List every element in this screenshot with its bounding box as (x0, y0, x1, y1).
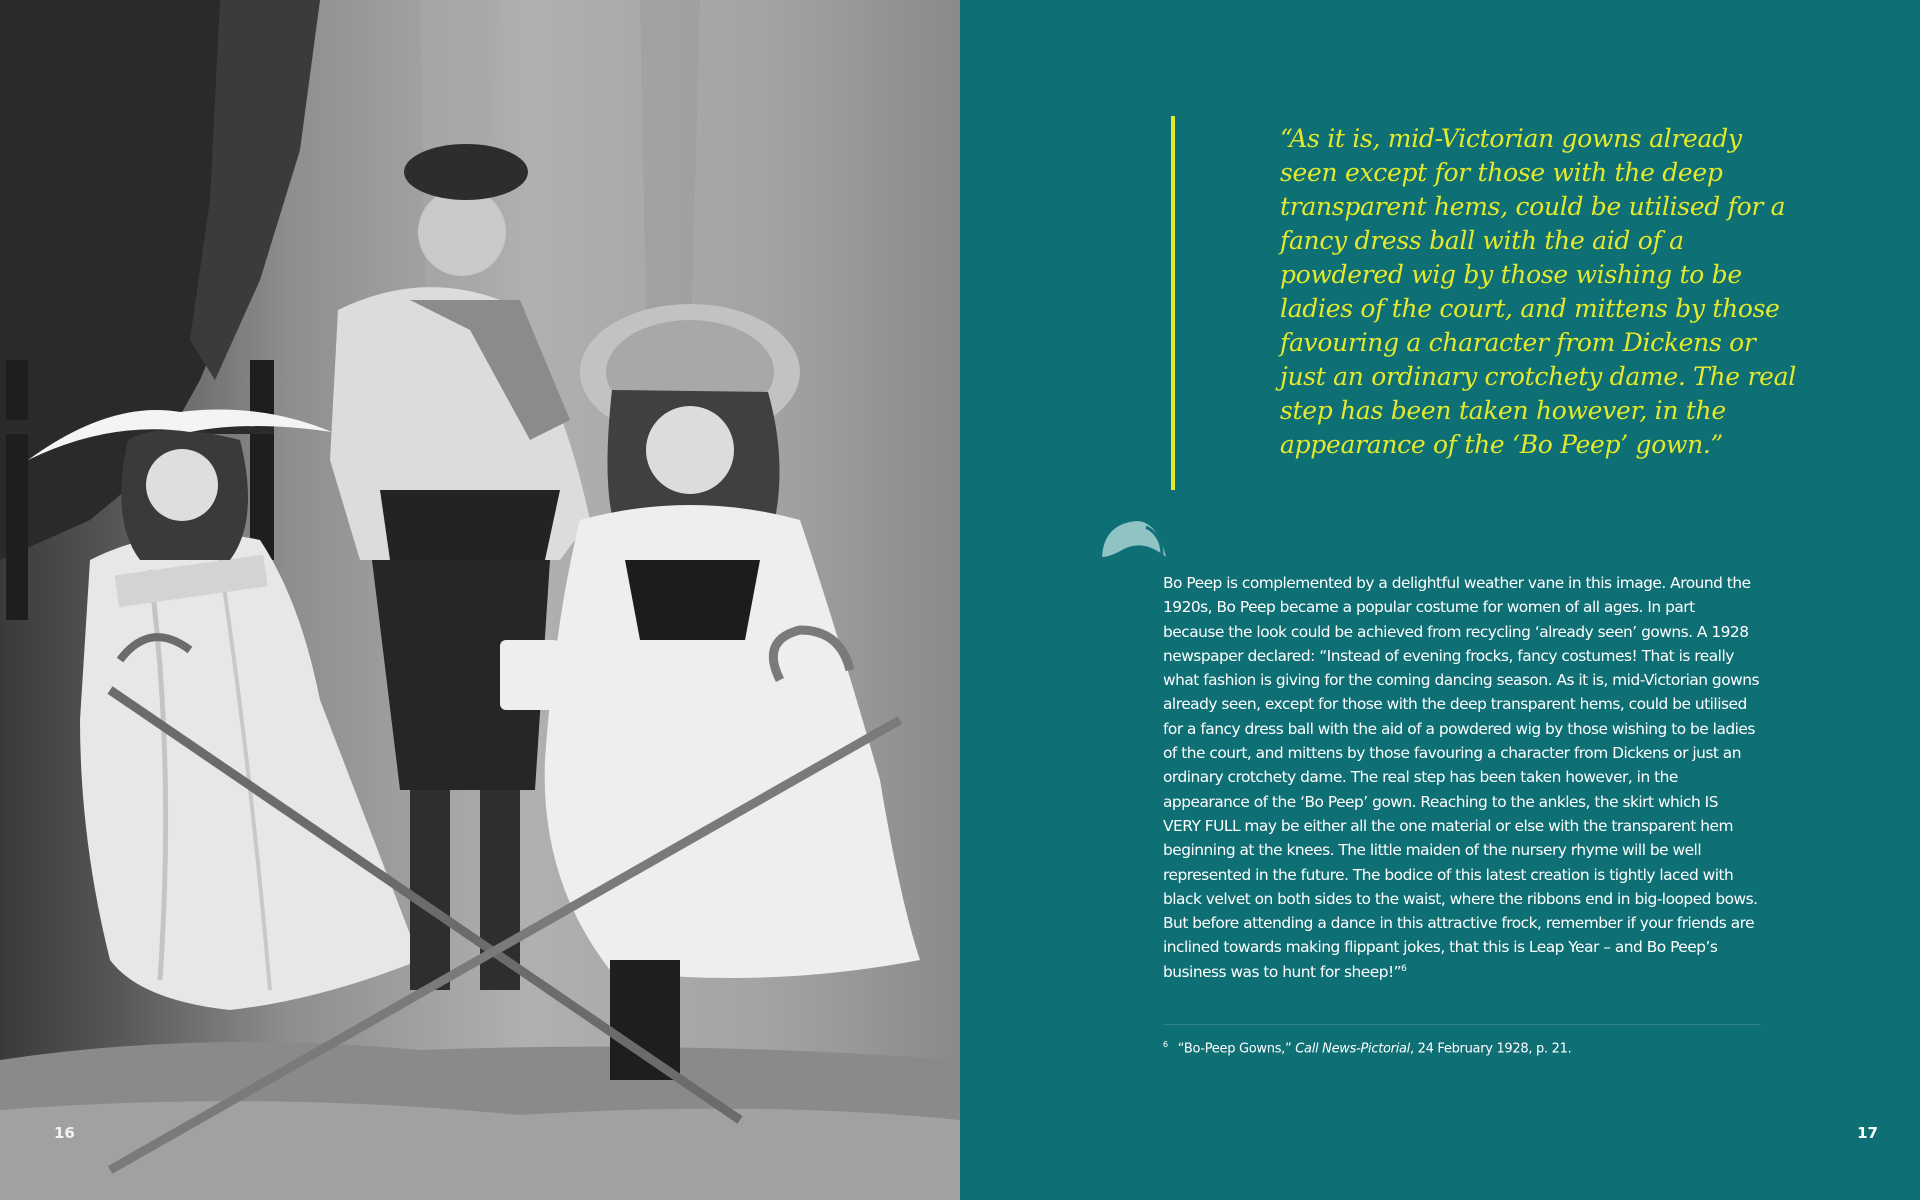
page-number: 17 (1857, 1124, 1878, 1142)
footnote-divider (1163, 1024, 1761, 1025)
right-page (960, 0, 1920, 1200)
footnote (1163, 1040, 1763, 1056)
leaf-icon (1100, 517, 1172, 565)
footnote-source: Call News-Pictorial (1295, 1041, 1410, 1057)
pull-quote-rule (1171, 116, 1175, 490)
footnote-number: 6 (1163, 1040, 1168, 1049)
body-text (1163, 571, 1759, 984)
body-text-content: Bo Peep is complemented by a delightful weather vane in this image. Around the 1920s, Bo Peep became a popular costume for women of all ages. In part because the look could be achieved from recycling ‘already seen’ gowns. A 1928 newspaper declared: “Instead of evening frocks, fancy costumes! That is really what fashion is giving for the coming dancing season. As it is, mid-Victorian gowns already seen, except for those with the deep transparent hems, could be utilised for a fancy dress ball with the aid of a powdered wig by those wishing to be ladies of the court, and mittens by those favouring a character from Dickens or just an ordinary crotchety dame. The real step has been taken however, in the appearance of the ‘Bo Peep’ gown. Reaching to the ankles, the skirt which IS VERY FULL may be either all the one material or else with the transparent hem beginning at the knees. The little maiden of the nursery rhyme will be well represented in the future. The bodice of this latest creation is tightly laced with black velvet on both sides to the waist, where the ribbons end in big-looped bows. But before attending a dance in this attractive frock, remember if your friends are inclined towards making flippant jokes, that this is Leap Year – and Bo Peep’s business was to hunt for sheep!” (1163, 574, 1759, 981)
footnote-date: , 24 February 1928, p. 21. (1409, 1041, 1572, 1057)
footnote-marker[interactable]: 6 (1401, 963, 1407, 974)
page-number: 16 (54, 1124, 75, 1142)
pull-quote: “As it is, mid-Victorian gowns already seen except for those with the deep transparent hems, could be utilised for a fancy dress ball with the aid of a powdered wig by those wishing to be ladies of the court, and mittens by those favouring a character from Dickens or just an ordinary crotchety dame. The real step has been taken however, in the appearance of the ‘Bo Peep’ gown.” (1280, 124, 1796, 459)
footnote-title: “Bo-Peep Gowns,” (1177, 1041, 1292, 1057)
